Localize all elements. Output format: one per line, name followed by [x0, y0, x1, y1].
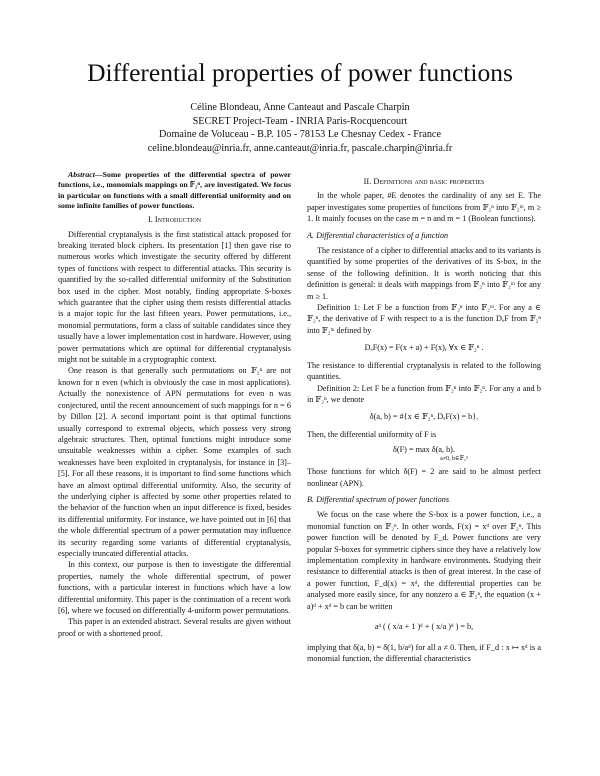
intro-paragraph-1: Differential cryptanalysis is the first statistical attack proposed for breaking iterated block ciphers. Its presentation [1] then gave rise to numerous works which investigate the security offered by different types of functions with respect to differential attacks. This security is quantified by the so-called differential uniformity of the Substitution box used in the cipher. Most notably, finding appropriate S-boxes which guarantee that the cipher using them resists differential attacks is a major topic for the last fifteen years. Power permutations, i.e., monomial permutations, form a class of suitable candidates since they usually have a lower implementation cost in hardware. However, using power permutations which are optimal for differential cryptanalysis might not be suitable in a cryptographic context.	[58, 229, 291, 365]
abstract	[58, 170, 291, 211]
subsection-a-paragraph-2: The resistance to differential cryptanalysis is related to the following quantities.	[307, 360, 541, 382]
equation-differential-uniformity	[307, 443, 541, 463]
author-address: Domaine de Voluceau - B.P. 105 - 78153 Le Chesnay Cedex - France	[159, 129, 441, 141]
abstract-text: Some properties of the differential spectra of power functions, i.e., monomials mappings on 𝔽₂ⁿ, are investigated. We focus in particular on functions with a small differential uniformity and on some infinite families of power functions.	[58, 170, 291, 210]
equation-uniformity-main: δ(F) = max δ(a, b).	[393, 445, 455, 455]
equation-derivative: DₐF(x) = F(x + a) + F(x), ∀x ∈ 𝔽₂ⁿ .	[364, 343, 484, 353]
definition-2: Definition 2: Let F be a function from 𝔽₂ⁿ into 𝔽₂ⁿ. For any a and b in 𝔽₂ⁿ, we denote	[307, 383, 541, 404]
subsection-a-paragraph-3: Then, the differential uniformity of F is	[307, 429, 437, 439]
equation-delta: δ(a, b) = #{x ∈ 𝔽₂ⁿ, DₐF(x) = b}.	[369, 412, 479, 422]
paper-title: Differential properties of power functions	[87, 58, 513, 87]
equation-power-expansion: aᵈ ( ( x/a + 1 )ᵈ + ( x/a )ᵈ ) = b,	[374, 622, 474, 631]
intro-paragraph-3: In this context, our purpose is then to investigate the differential properties, namely the whole differential spectrum, of power functions, with a particular interest in functions which have a low differential uniformity. This paper is the continuation of a recent work [6], where we focused on differentially 4-uniform power permutations.	[58, 560, 291, 615]
subsection-heading-b: B. Differential spectrum of power functions	[307, 494, 450, 504]
left-column	[58, 170, 291, 639]
section-heading-introduction: I. Introduction	[147, 215, 202, 225]
subsection-a-paragraph-4: Those functions for which δ(F) = 2 are said to be almost perfect nonlinear (APN).	[307, 467, 541, 488]
definitions-paragraph-1: In the whole paper, #E denotes the cardinality of any set E. The paper investigates some properties of functions from 𝔽₂ⁿ into 𝔽₂ᵐ, m ≥ 1. It mainly focuses on the case m = n and m = 1 (Boolean functions).	[307, 191, 541, 224]
author-affiliation: SECRET Project-Team - INRIA Paris-Rocquencourt	[192, 115, 408, 127]
subsection-a-paragraph-1: The resistance of a cipher to differential attacks and to its variants is quantified by some properties of the derivatives of its S-box, in the sense of the following definition. It is worth noticing that this definition is general: it deals with mappings from 𝔽₂ⁿ into 𝔽₂ᵐ for any m ≥ 1.	[307, 246, 541, 301]
author-block	[0, 101, 600, 155]
subsection-heading-a: A. Differential characteristics of a function	[307, 230, 449, 240]
intro-paragraph-4: This paper is an extended abstract. Several results are given without proof or with a shortened proof.	[58, 617, 291, 638]
abstract-label: Abstract—	[68, 170, 103, 179]
subsection-b-paragraph-2: implying that δ(a, b) = δ(1, b/aᵈ) for all a ≠ 0. Then, if F_d : x ↦ xᵈ is a monomial function, the differential characteristics	[307, 643, 541, 664]
equation-uniformity-subscript: a≠0, b∈𝔽₂ⁿ	[440, 456, 468, 463]
right-column	[307, 173, 541, 665]
section-heading-definitions: II. Definitions and basic properties	[363, 177, 485, 186]
author-emails: celine.blondeau@inria.fr, anne.canteaut@inria.fr, pascale.charpin@inria.fr	[147, 142, 453, 154]
definition-1: Definition 1: Let F be a function from 𝔽₂ⁿ into 𝔽₂ᵐ. For any a ∈ 𝔽₂ⁿ, the derivative of F with respect to a is the function DₐF from 𝔽₂ⁿ into 𝔽₂ᵐ defined by	[307, 303, 541, 335]
intro-paragraph-2: One reason is that generally such permutations on 𝔽₂ⁿ are not known for n even (which is obviously the case in most applications). Actually the nonexistence of APN permutations for even n was conjectured, until the recent announcement of such mappings for n = 6 by Dillon [2]. A second important point is that optimal functions usually correspond to extremal objects, which possess very strong algebraic structures. Then, optimal functions might introduce some unsuitable weaknesses within a cipher. Some examples of such weaknesses have been exploited in cryptanalysis, for instance in [3]–[5]. For all these reasons, it is important to find some functions which have an almost optimal differential uniformity. Also, the security of the underlying cipher is affected by some other properties related to the behavior of the function when an input difference is fixed, besides its differential uniformity. For instance, we have pointed out in [6] that the whole differential spectrum of a power permutation may influence its security regarding some variants of differential cryptanalysis, especially truncated differential attacks.	[58, 366, 291, 558]
subsection-b-paragraph-1: We focus on the case where the S-box is a power function, i.e., a monomial function on 𝔽₂ⁿ. In other words, F(x) = xᵈ over 𝔽₂ⁿ. This power function will be denoted by F_d. Power functions are very popular S-boxes for symmetric ciphers since they have a relatively low implementation complexity in hardware environments. Studying their resistance to differential attacks is then of great interest. In the case of a power function, F_d(x) = xᵈ, the differential properties can be analysed more easily since, for any nonzero a ∈ 𝔽₂ⁿ, the equation (x + a)ᵈ + xᵈ = b can be written	[307, 510, 541, 611]
author-names: Céline Blondeau, Anne Canteaut and Pascale Charpin	[190, 102, 410, 113]
